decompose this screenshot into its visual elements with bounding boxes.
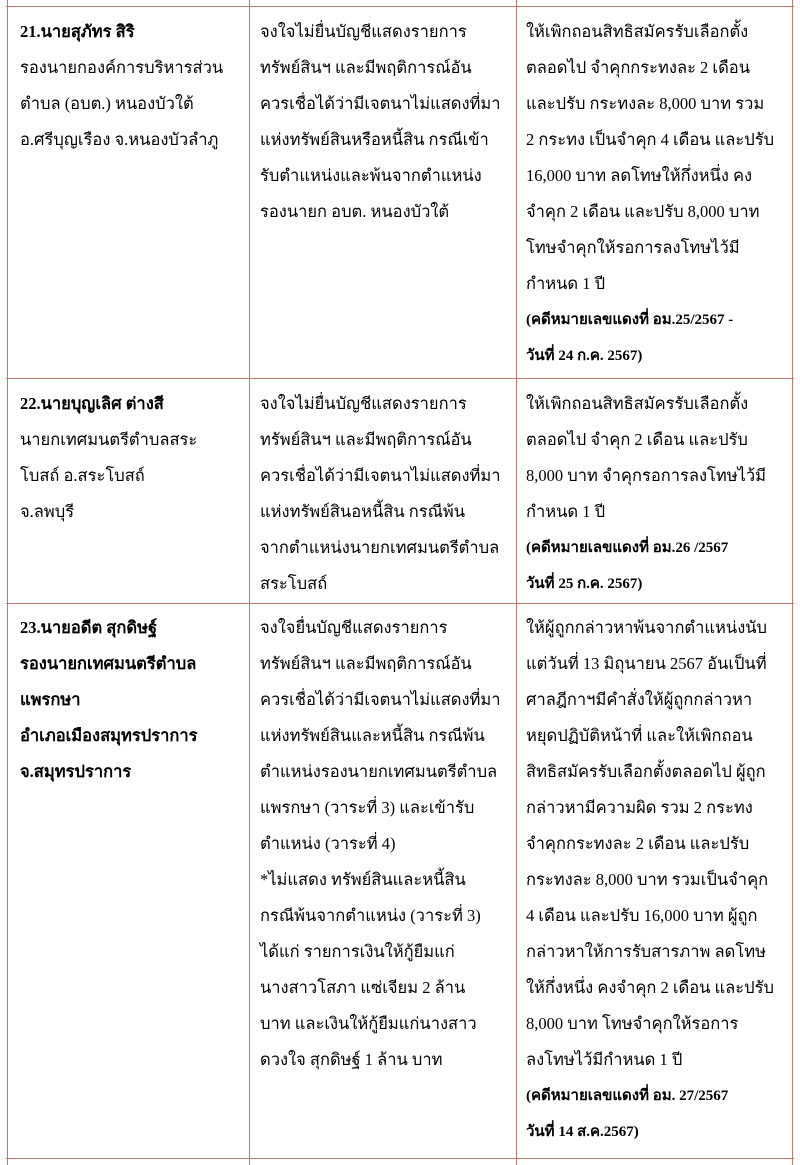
penalty-line: 2 กระทง เป็นจำคุก 4 เดือน และปรับ (526, 130, 775, 149)
table-border-top (6, 6, 794, 7)
offense-line: รับตำแหน่งและพ้นจากตำแหน่ง (260, 166, 482, 185)
penalty-line: ให้เพิกถอนสิทธิสมัครรับเลือกตั้ง (526, 394, 749, 413)
offense-line: แห่งทรัพย์สินและหนี้สิน กรณีพ้น (260, 726, 485, 745)
offense-line: *ไม่แสดง ทรัพย์สินและหนี้สิน (260, 870, 466, 889)
row-23-accused (20, 610, 198, 790)
offense-line: ควรเชื่อได้ว่ามีเจตนาไม่แสดงที่มา (260, 94, 501, 113)
penalty-line: ลงโทษไว้มีกำหนด 1 ปี (526, 1050, 683, 1069)
offense-line: แห่งทรัพย์สินอหนี้สิน กรณีพ้น (260, 502, 466, 521)
penalty-line: 4 เดือน และปรับ 16,000 บาท ผู้ถูก (526, 906, 758, 925)
offense-line: จงใจยื่นบัญชีแสดงรายการ (260, 618, 448, 637)
penalty-line: 16,000 บาท ลดโทษให้กึ่งหนึ่ง คง (526, 166, 753, 185)
offense-line: ดวงใจ สุกดิษฐ์ 1 ล้าน บาท (260, 1050, 443, 1069)
penalty-line: สิทธิสมัครรับเลือกตั้งตลอดไป ผู้ถูก (526, 762, 766, 781)
offense-line: กรณีพ้นจากตำแหน่ง (วาระที่ 3) (260, 906, 481, 925)
accused-line: นายกเทศมนตรีตำบลสระ (20, 430, 198, 449)
offense-line: แพรกษา (วาระที่ 3) และเข้ารับ (260, 798, 475, 817)
case-citation: (คดีหมายเลขแดงที่ อม.25/2567 - (526, 312, 734, 328)
accused-line: แพรกษา (20, 690, 81, 709)
penalty-line: ศาลฎีกาฯมีคำสั่งให้ผู้ถูกกล่าวหา (526, 690, 753, 709)
penalty-line: กระทงละ 8,000 บาท รวมเป็นจำคุก (526, 870, 769, 889)
offense-line: สระโบสถ์ (260, 574, 328, 593)
table-border-left (7, 0, 8, 1165)
penalty-line: โทษจำคุกให้รอการลงโทษไว้มี (526, 238, 740, 257)
offense-line: ทรัพย์สินฯ และมีพฤติการณ์อัน (260, 58, 472, 77)
case-citation: วันที่ 24 ก.ค. 2567) (526, 348, 643, 364)
accused-line: อ.ศรีบุญเรือง จ.หนองบัวลำภู (20, 130, 219, 149)
penalty-line: ตลอดไป จำคุกกระทงละ 2 เดือน (526, 58, 750, 77)
row-22-penalty (526, 386, 766, 602)
offense-line: ตำแหน่งรองนายกเทศมนตรีตำบล (260, 762, 498, 781)
offense-line: นางสาวโสภา แซ่เจียม 2 ล้าน (260, 978, 466, 997)
offense-line: ได้แก่ รายการเงินให้กู้ยืมแก่ (260, 942, 455, 961)
penalty-line: ตลอดไป จำคุก 2 เดือน และปรับ (526, 430, 748, 449)
offense-line: ตำแหน่ง (วาระที่ 4) (260, 834, 396, 853)
accused-line: 22.นายบุญเลิศ ต่างสี (20, 394, 164, 413)
penalty-line: ให้เพิกถอนสิทธิสมัครรับเลือกตั้ง (526, 22, 749, 41)
penalty-line: จำคุกกระทงละ 2 เดือน และปรับ (526, 834, 750, 853)
penalty-line: กล่าวหาให้การรับสารภาพ ลดโทษ (526, 942, 766, 961)
offense-line: จงใจไม่ยื่นบัญชีแสดงรายการ (260, 22, 467, 41)
accused-line: 21.นายสุภัทร สิริ (20, 22, 135, 41)
accused-line: จ.ลพบุรี (20, 502, 75, 521)
row-divider-2 (6, 603, 794, 604)
penalty-line: ให้กึ่งหนึ่ง คงจำคุก 2 เดือน และปรับ (526, 978, 774, 997)
column-divider-1 (249, 0, 250, 1165)
case-citation: วันที่ 25 ก.ค. 2567) (526, 576, 643, 592)
offense-line: แห่งทรัพย์สินหรือหนี้สิน กรณีเข้า (260, 130, 489, 149)
offense-line: ทรัพย์สินฯ และมีพฤติการณ์อัน (260, 654, 472, 673)
accused-line: 23.นายอดีต สุกดิษฐ์ (20, 618, 158, 637)
row-divider-3 (6, 1158, 794, 1159)
penalty-line: 8,000 บาท โทษจำคุกให้รอการ (526, 1014, 739, 1033)
penalty-line: จำคุก 2 เดือน และปรับ 8,000 บาท (526, 202, 760, 221)
row-23-penalty (526, 610, 774, 1150)
offense-line: รองนายก อบต. หนองบัวใต้ (260, 202, 450, 221)
case-citation: (คดีหมายเลขแดงที่ อม. 27/2567 (526, 1088, 729, 1104)
penalty-line: ให้ผู้ถูกกล่าวหาพ้นจากตำแหน่งนับ (526, 618, 768, 637)
offense-line: จงใจไม่ยื่นบัญชีแสดงรายการ (260, 394, 467, 413)
penalty-line: กำหนด 1 ปี (526, 274, 606, 293)
penalty-line: แต่วันที่ 13 มิถุนายน 2567 อันเป็นที่ (526, 654, 767, 673)
accused-line: ตำบล (อบต.) หนองบัวใต้ (20, 94, 194, 113)
offense-line: ควรเชื่อได้ว่ามีเจตนาไม่แสดงที่มา (260, 690, 501, 709)
accused-line: รองนายกองค์การบริหารส่วน (20, 58, 224, 77)
penalty-line: กล่าวหามีความผิด รวม 2 กระทง (526, 798, 753, 817)
column-divider-2 (516, 0, 517, 1165)
case-citation: (คดีหมายเลขแดงที่ อม.26 /2567 (526, 540, 729, 556)
offense-line: จากตำแหน่งนายกเทศมนตรีตำบล (260, 538, 500, 557)
case-citation: วันที่ 14 ส.ค.2567) (526, 1124, 639, 1140)
row-21-accused (20, 14, 223, 158)
table-border-right (792, 0, 793, 1165)
accused-line: โบสถ์ อ.สระโบสถ์ (20, 466, 145, 485)
penalty-line: กำหนด 1 ปี (526, 502, 606, 521)
penalty-line: หยุดปฏิบัติหน้าที่ และให้เพิกถอน (526, 726, 753, 745)
row-22-offense (260, 386, 501, 602)
row-22-accused (20, 386, 197, 530)
penalty-line: และปรับ กระทงละ 8,000 บาท รวม (526, 94, 765, 113)
offense-line: ควรเชื่อได้ว่ามีเจตนาไม่แสดงที่มา (260, 466, 501, 485)
row-21-penalty (526, 14, 774, 374)
row-21-offense (260, 14, 501, 230)
offense-line: บาท และเงินให้กู้ยืมแก่นางสาว (260, 1014, 477, 1033)
row-divider-1 (6, 378, 794, 379)
accused-line: อำเภอเมืองสมุทรปราการ (20, 726, 198, 745)
penalty-line: 8,000 บาท จำคุกรอการลงโทษไว้มี (526, 466, 767, 485)
offense-line: ทรัพย์สินฯ และมีพฤติการณ์อัน (260, 430, 472, 449)
accused-line: จ.สมุทรปราการ (20, 762, 132, 781)
accused-line: รองนายกเทศมนตรีตำบล (20, 654, 197, 673)
row-23-offense (260, 610, 501, 1078)
